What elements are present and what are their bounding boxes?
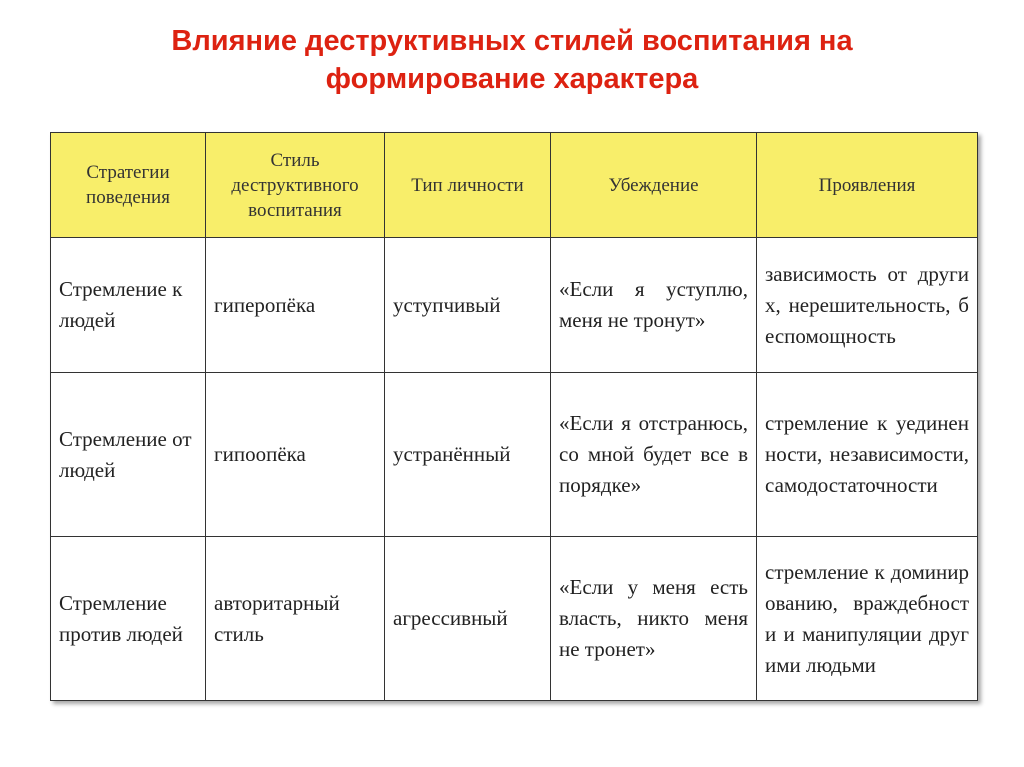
cell-type: агрессивный <box>385 537 551 701</box>
header-type: Тип личности <box>385 133 551 238</box>
header-manifestations: Проявления <box>757 133 978 238</box>
page-title <box>0 22 1024 98</box>
cell-manifestations: зависимость от других, нерешительность, беспомощность <box>757 238 978 373</box>
cell-type: устранённый <box>385 373 551 537</box>
table-row <box>51 238 978 373</box>
cell-manifestations: стремление к уединенности, независимости, самодостаточности <box>757 373 978 537</box>
cell-style: авторитарный стиль <box>206 537 385 701</box>
cell-strategy: Стремление к людей <box>51 238 206 373</box>
cell-style: гиперопёка <box>206 238 385 373</box>
cell-strategy: Стремление от людей <box>51 373 206 537</box>
comparison-table <box>50 132 978 701</box>
cell-type: уступчивый <box>385 238 551 373</box>
title-line-1: Влияние деструктивных стилей воспитания на <box>171 25 853 57</box>
cell-manifestations: стремление к доминированию, враждебности и манипуляции другими людьми <box>757 537 978 701</box>
cell-belief: «Если я отстранюсь, со мной будет все в порядке» <box>551 373 757 537</box>
table-row <box>51 537 978 701</box>
cell-belief: «Если у меня есть власть, никто меня не тронет» <box>551 537 757 701</box>
table-header-row <box>51 133 978 238</box>
cell-strategy: Стремление против людей <box>51 537 206 701</box>
title-line-2: формирование характера <box>325 63 699 95</box>
header-belief: Убеждение <box>551 133 757 238</box>
table-row <box>51 373 978 537</box>
header-style: Стиль деструктивного воспитания <box>206 133 385 238</box>
cell-style: гипоопёка <box>206 373 385 537</box>
header-strategy: Стратегии поведения <box>51 133 206 238</box>
cell-belief: «Если я уступлю, меня не тронут» <box>551 238 757 373</box>
